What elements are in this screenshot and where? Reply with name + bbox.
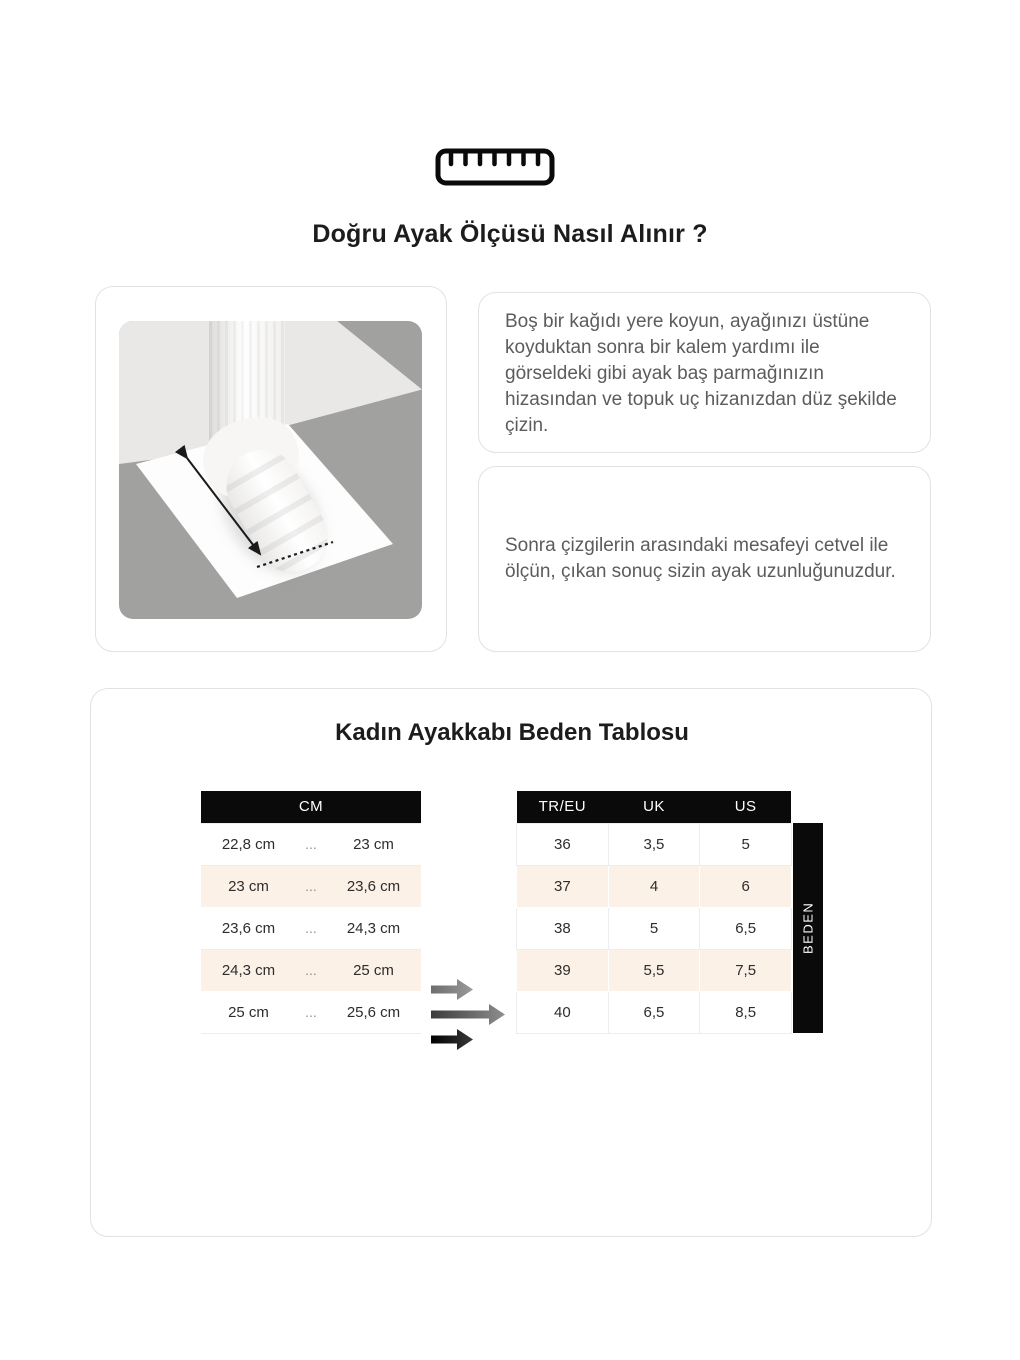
page-title: Doğru Ayak Ölçüsü Nasıl Alınır ? [312,220,708,248]
col-header-us: US [700,791,792,823]
instruction-step-2: Sonra çizgilerin arasındaki mesafeyi cetvel ile ölçün, çıkan sonuç sizin ayak uzunluğunuzdur. [505,535,896,582]
cm-row: 22,8 cm ... 23 cm [201,823,421,865]
foot-measurement-photo [119,321,422,619]
size-row: 40 6,5 8,5 [517,991,792,1033]
measurement-photo-card [95,286,447,652]
size-table-title: Kadın Ayakkabı Beden Tablosu [335,719,689,746]
cm-row: 23,6 cm ... 24,3 cm [201,907,421,949]
instruction-card-2 [478,466,931,652]
size-table-card [90,688,932,1237]
range-dots: ... [296,991,326,1033]
size-conversion-table [516,791,792,1034]
cm-table [201,791,421,1034]
col-header-uk: UK [608,791,700,823]
measurement-arrow [119,321,422,619]
cm-row: 23 cm ... 23,6 cm [201,865,421,907]
cm-row: 24,3 cm ... 25 cm [201,949,421,991]
ruler-icon [435,148,555,186]
col-header-treu: TR/EU [517,791,609,823]
beden-side-label: BEDEN [793,823,823,1033]
instruction-card-1 [478,292,931,453]
size-row: 36 3,5 5 [517,823,792,865]
range-dots: ... [296,865,326,907]
conversion-arrows-icon [431,977,509,1053]
instruction-step-1: Boş bir kağıdı yere koyun, ayağınızı üstüne koyduktan sonra bir kalem yardımı ile görseldeki gibi ayak baş parmağınızın hizasından ve topuk uç hizanızdan düz şekilde çizin. [505,311,897,436]
range-dots: ... [296,907,326,949]
size-row: 37 4 6 [517,865,792,907]
range-dots: ... [296,823,326,865]
cm-table-header: CM [201,791,421,823]
cm-row: 25 cm ... 25,6 cm [201,991,421,1033]
range-dots: ... [296,949,326,991]
size-row: 38 5 6,5 [517,907,792,949]
size-row: 39 5,5 7,5 [517,949,792,991]
